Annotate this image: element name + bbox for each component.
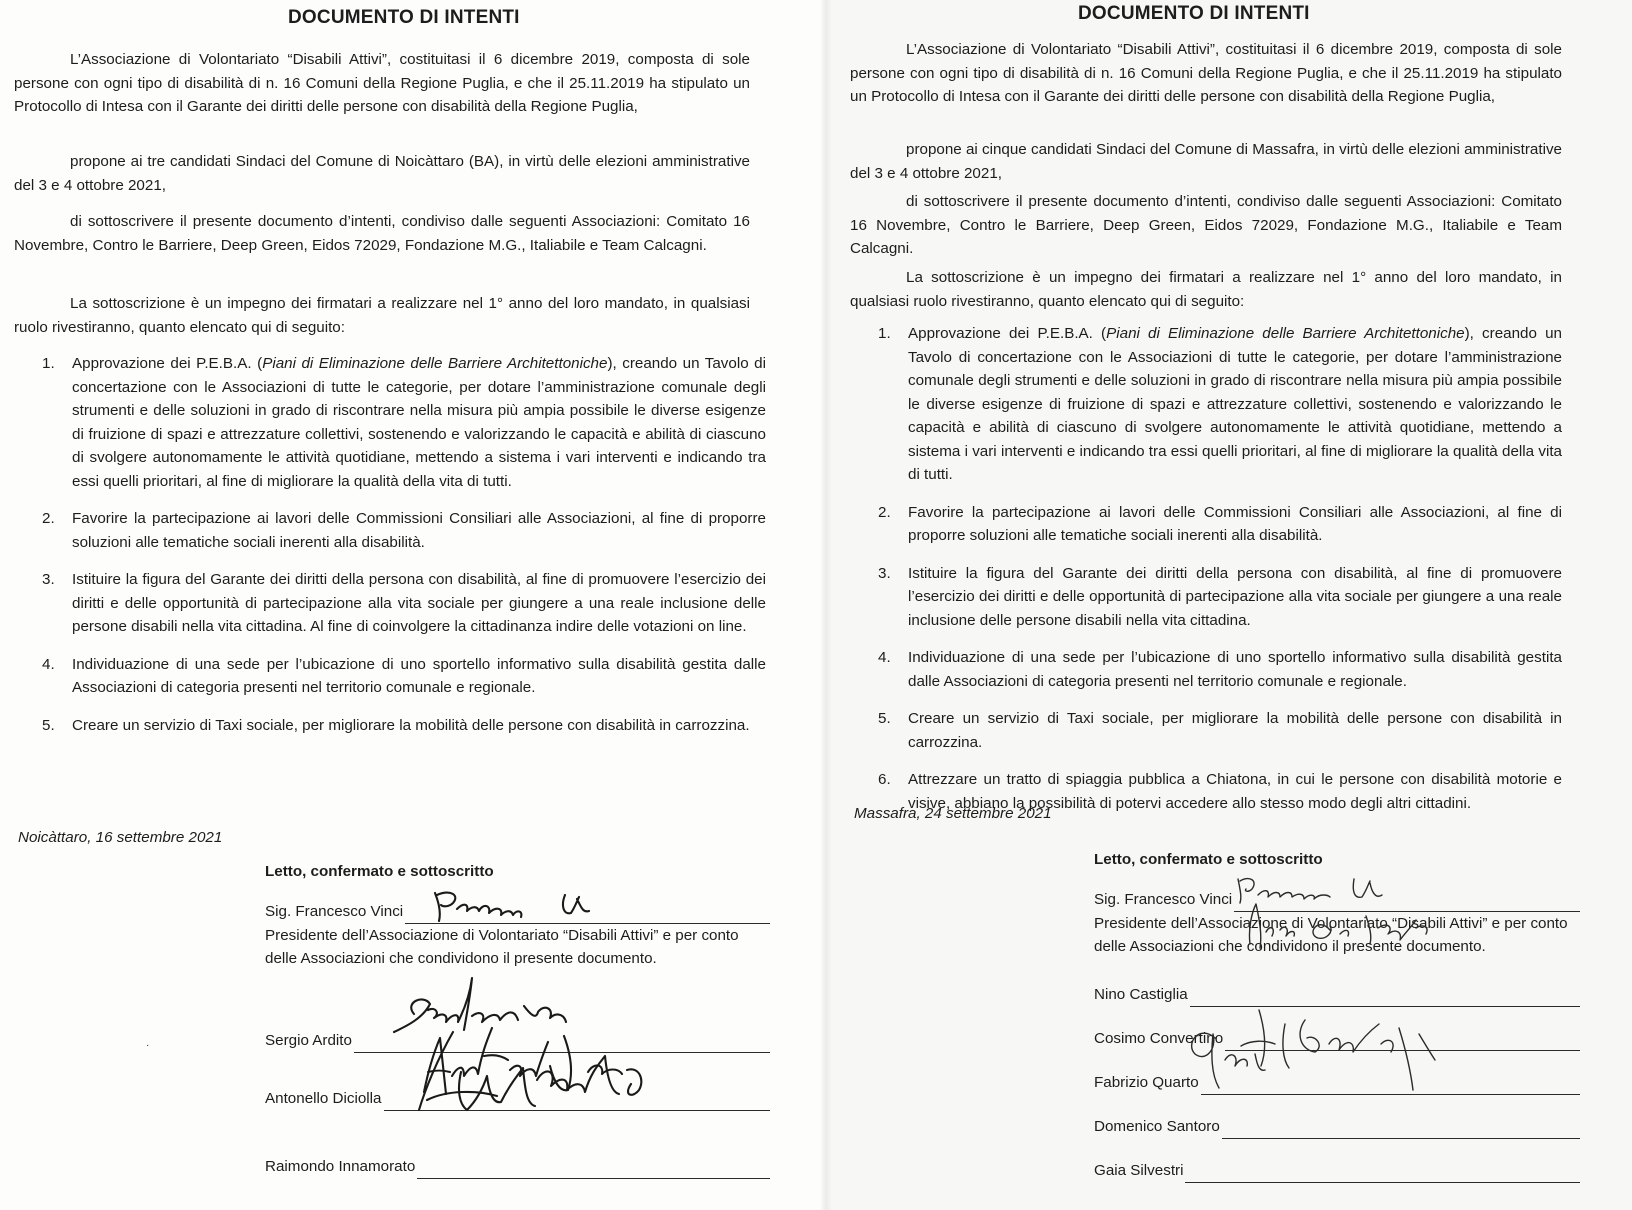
list-item: 3. Istituire la figura del Garante dei diritti della persona con disabilità, al fine di promuovere l’esercizio dei diritti e delle opportunità di partecipazione alla vita sociale per giungere a una reale inclusione delle persone disabili nella vita cittadina. bbox=[878, 564, 1562, 629]
list-item: 5. Creare un servizio di Taxi sociale, per migliorare la mobilità delle persone con disabilità in carrozzina. bbox=[878, 710, 1562, 751]
list-item: 4. Individuazione di una sede per l’ubicazione di uno sportello informativo sulla disabilità gestita dalle Associazioni di categoria presenti nel territorio comunale e regionale. bbox=[878, 649, 1562, 690]
list-item: 5. Creare un servizio di Taxi sociale, per migliorare la mobilità delle persone con disabilità in carrozzina. bbox=[42, 716, 750, 734]
signature-raimondo-innamorato bbox=[417, 1080, 737, 1180]
signatory-name: Fabrizio Quarto bbox=[1094, 1074, 1199, 1091]
signatory-name: Gaia Silvestri bbox=[1094, 1162, 1184, 1179]
scan-dot-artifact: · bbox=[146, 1040, 150, 1051]
place-date: Noicàttaro, 16 settembre 2021 bbox=[18, 829, 223, 846]
list-item: 3. Istituire la figura del Garante dei diritti della persona con disabilità, al fine di promuovere l’esercizio dei diritti e delle opportunità di partecipazione alla vita sociale per giungere a una reale inclusione delle persone disabili nella vita cittadina. Al fine di coinvolgere la cittadinanza indire delle votazioni on line. bbox=[42, 571, 766, 635]
subscribe-paragraph: di sottoscrivere il presente documento d’intenti, condiviso dalle seguenti Associazioni: Comitato 16 Novembre, Contro le Barriere, Deep Green, Eidos 72029, Fondazione M.G., Italiabile e Team Calcagni. bbox=[850, 193, 1562, 257]
signatory-name: Antonello Diciolla bbox=[265, 1090, 382, 1107]
subscribe-paragraph: di sottoscrivere il presente documento d’intenti, condiviso dalle seguenti Associazioni: Comitato 16 Novembre, Contro le Barriere, Deep Green, Eidos 72029, Fondazione M.G., Italiabile e Team Calcagni. bbox=[14, 213, 750, 254]
signatory-name: Raimondo Innamorato bbox=[265, 1158, 416, 1175]
signatory-name: Cosimo Convertino bbox=[1094, 1030, 1224, 1047]
signatory-name: Sergio Ardito bbox=[265, 1032, 352, 1049]
president-name: Sig. Francesco Vinci bbox=[265, 903, 404, 920]
president-name: Sig. Francesco Vinci bbox=[1094, 891, 1233, 908]
place-date: Massafra, 24 settembre 2021 bbox=[854, 805, 1052, 822]
document-title: DOCUMENTO DI INTENTI bbox=[288, 7, 520, 28]
document-title: DOCUMENTO DI INTENTI bbox=[1078, 3, 1310, 24]
page-divider bbox=[820, 0, 832, 1210]
list-item: 2. Favorire la partecipazione ai lavori delle Commissioni Consiliari alle Associazioni, al fine di proporre soluzioni alle tematiche sociali inerenti alla disabilità. bbox=[878, 503, 1562, 544]
president-signature-row bbox=[1094, 882, 1580, 912]
signature-line bbox=[1234, 883, 1580, 912]
proposal-paragraph: propone ai cinque candidati Sindaci del Comune di Massafra, in virtù delle elezioni amministrative del 3 e 4 ottobre 2021, bbox=[850, 141, 1562, 182]
intro-paragraph: L’Associazione di Volontariato “Disabili Attivi”, costituitasi il 6 dicembre 2019, composta di sole persone con ogni tipo di disabilità di n. 16 Comuni della Regione Puglia, e che il 25.11.2019 ha stipulato un Protocollo di Intesa con il Garante dei diritti delle persone con disabilità della Regione Puglia, bbox=[850, 41, 1562, 105]
list-item: 1. Approvazione dei P.E.B.A. (Piani di Eliminazione delle Barriere Architettoniche), creando un Tavolo di concertazione con le Associazioni di tutte le categorie, per dotare l’amministrazione comunale degli strumenti e delle soluzioni in grado di riscontrare nella misura più ampia possibile le diverse esigenze di fruizione di spazi e attrezzature collettivi, sostenendo e valorizzando le capacità e abilità di ciascuno di svolgere autonomamente le attività quotidiane, mettendo a sistema i vari interventi e indicando tra essi quelli prioritari, al fine di migliorare la qualità della vita di tutti. bbox=[42, 355, 766, 490]
signature-francesco-vinci bbox=[1234, 873, 1494, 913]
president-role: Presidente dell’Associazione di Volontariato “Disabili Attivi” e per conto delle Associazioni che condividono il presente documento. bbox=[1094, 914, 1568, 955]
intro-paragraph: L’Associazione di Volontariato “Disabili Attivi”, costituitasi il 6 dicembre 2019, composta di sole persone con ogni tipo di disabilità di n. 16 Comuni della Regione Puglia, e che il 25.11.2019 ha stipulato un Protocollo di Intesa con il Garante dei diritti delle persone con disabilità della Regione Puglia, bbox=[14, 51, 750, 115]
signatory-row bbox=[1094, 963, 1580, 1007]
signatory-name: Nino Castiglia bbox=[1094, 986, 1188, 1003]
commitments-list bbox=[850, 322, 1562, 829]
signature-gaia-silvestri bbox=[1185, 1064, 1505, 1184]
right-document-page bbox=[832, 0, 1632, 1210]
signature-nino-castiglia bbox=[1190, 938, 1490, 1008]
president-signature-row bbox=[265, 894, 770, 924]
signature-line bbox=[417, 1150, 770, 1179]
commitment-paragraph: La sottoscrizione è un impegno dei firmatari a realizzare nel 1° anno del loro mandato, in qualsiasi ruolo rivestiranno, quanto elencato qui di seguito: bbox=[14, 295, 750, 336]
signatory-row bbox=[1094, 1139, 1580, 1183]
signatory-row bbox=[265, 1135, 770, 1179]
commitments-list bbox=[14, 352, 766, 751]
signature-line bbox=[1190, 978, 1580, 1007]
confirmed-heading: Letto, confermato e sottoscritto bbox=[265, 863, 494, 880]
signature-line bbox=[1185, 1154, 1580, 1183]
proposal-paragraph: propone ai tre candidati Sindaci del Comune di Noicàttaro (BA), in virtù delle elezioni amministrative del 3 e 4 ottobre 2021, bbox=[14, 153, 750, 194]
commitment-paragraph: La sottoscrizione è un impegno dei firmatari a realizzare nel 1° anno del loro mandato, in qualsiasi ruolo rivestiranno, quanto elencato qui di seguito: bbox=[850, 269, 1562, 310]
list-item: 4. Individuazione di una sede per l’ubicazione di uno sportello informativo sulla disabilità gestita dalle Associazioni di categoria presenti nel territorio comunale e regionale. bbox=[42, 655, 766, 696]
signature-block bbox=[265, 860, 770, 1179]
signature-block bbox=[1094, 848, 1580, 1183]
signatory-name: Domenico Santoro bbox=[1094, 1118, 1220, 1135]
president-role: Presidente dell’Associazione di Volontariato “Disabili Attivi” e per conto delle Associazioni che condividono il presente documento. bbox=[265, 926, 739, 967]
list-item: 6. Attrezzare un tratto di spiaggia pubblica a Chiatona, in cui le persone con disabilità motorie e visive, abbiano la possibilità di potervi accedere allo stesso modo degli altri cittadini. bbox=[878, 771, 1562, 812]
list-item: 2. Favorire la partecipazione ai lavori delle Commissioni Consiliari alle Associazioni, al fine di proporre soluzioni alle tematiche sociali inerenti alla disabilità. bbox=[42, 510, 766, 551]
list-item: 1. Approvazione dei P.E.B.A. (Piani di Eliminazione delle Barriere Architettoniche), creando un Tavolo di concertazione con le Associazioni di tutte le categorie, per dotare l’amministrazione comunale degli strumenti e delle soluzioni in grado di riscontrare nella misura più ampia possibile le diverse esigenze di fruizione di spazi e attrezzature collettivi, sostenendo e valorizzando le capacità e abilità di ciascuno di svolgere autonomamente le attività quotidiane, mettendo a sistema i vari interventi e indicando tra essi quelli prioritari, al fine di migliorare la qualità della vita di tutti. bbox=[878, 325, 1562, 483]
confirmed-heading: Letto, confermato e sottoscritto bbox=[1094, 851, 1323, 868]
signature-francesco-vinci bbox=[405, 885, 665, 925]
signature-line bbox=[405, 895, 770, 924]
